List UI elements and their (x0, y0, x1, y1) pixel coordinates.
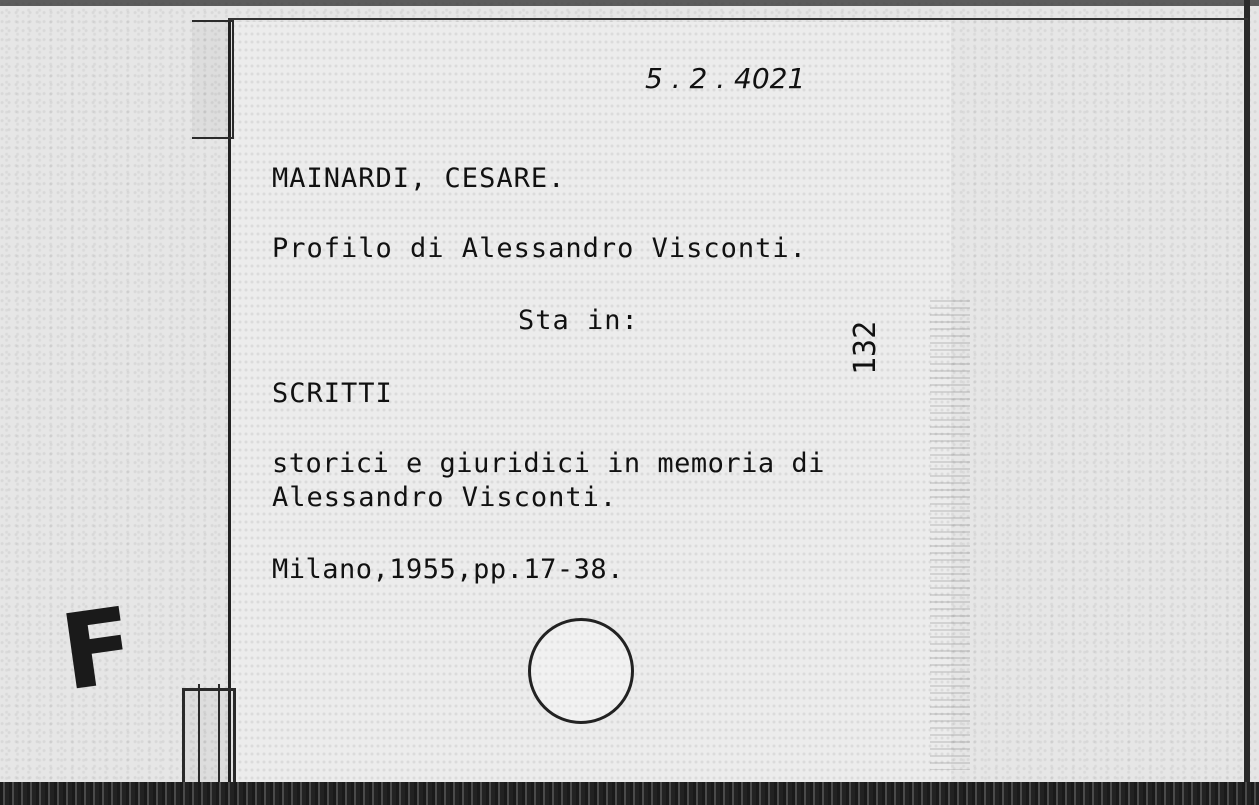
scan-bottom-band (0, 782, 1259, 805)
in-label: Sta in: (518, 305, 639, 336)
call-number: 5 . 2 . 4021 (645, 62, 806, 95)
series-description-line-1: storici e giuridici in memoria di (272, 448, 825, 479)
card-tab-bottom-inner (198, 684, 220, 784)
scan-speckle (930, 300, 970, 770)
scan-top-edge (0, 0, 1259, 6)
side-number: 132 (848, 320, 883, 375)
author-heading: MAINARDI, CESARE. (272, 163, 566, 194)
margin-letter: F (53, 583, 142, 715)
card-tab-top (192, 20, 234, 139)
series-description-line-2: Alessandro Visconti. (272, 482, 618, 513)
scan-right-edge (1244, 0, 1250, 790)
work-title: Profilo di Alessandro Visconti. (272, 233, 807, 264)
imprint: Milano,1955,pp.17-38. (272, 554, 624, 585)
series-title: SCRITTI (272, 378, 393, 409)
card-top-rule (228, 18, 1248, 20)
punch-hole (528, 618, 634, 724)
